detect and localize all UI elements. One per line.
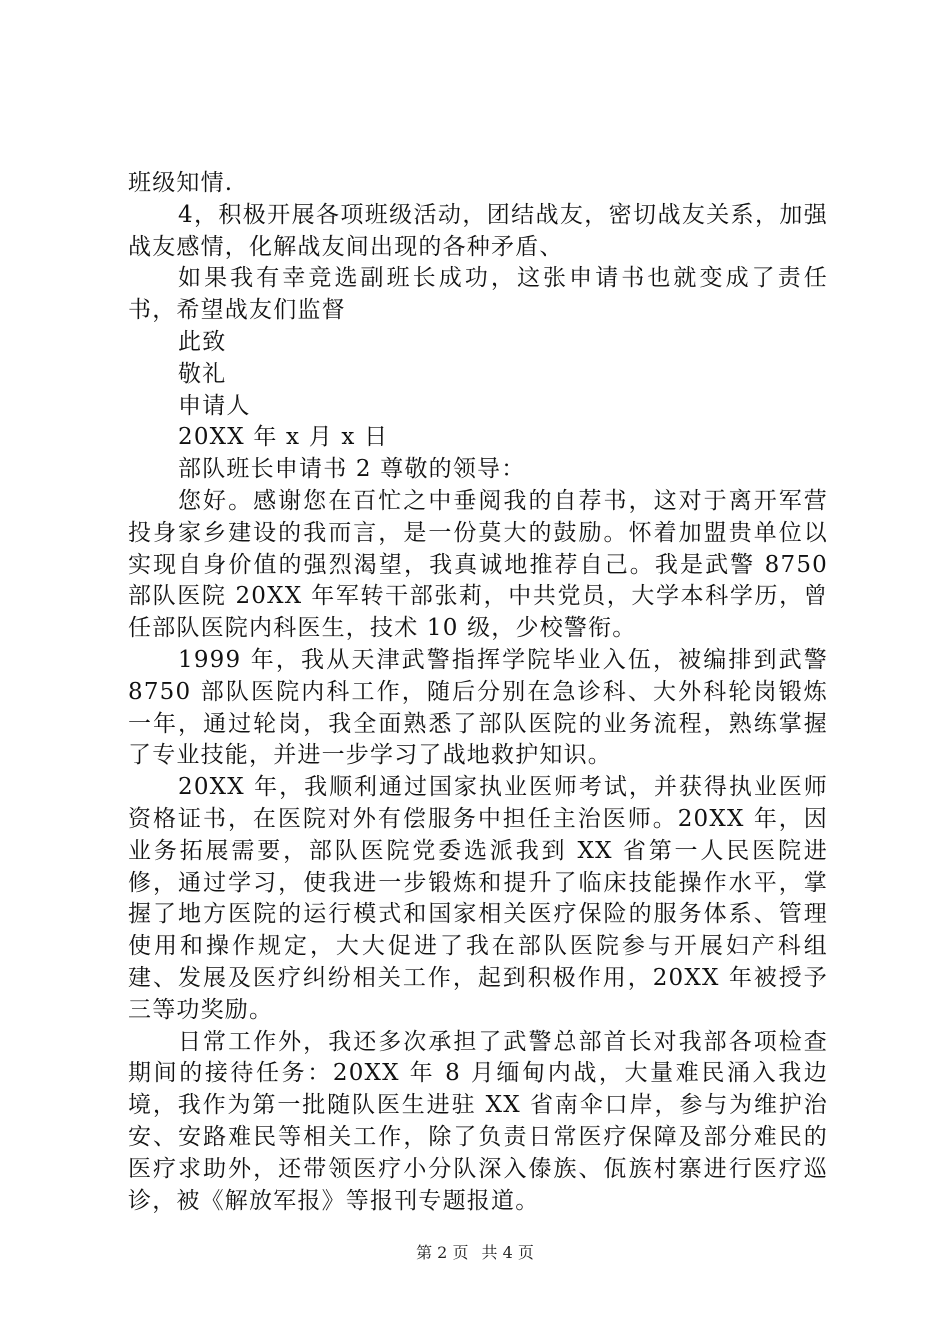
paragraph: 4，积极开展各项班级活动，团结战友，密切战友关系，加强战友感情，化解战友间出现的各种矛盾、 (128, 201, 828, 260)
signature-label: 申请人 (178, 392, 251, 419)
closing-salutation: 此致 (178, 328, 227, 355)
page-footer (0, 1240, 950, 1263)
date-line: 20XX 年 x 月 x 日 (178, 424, 389, 451)
document-body (128, 168, 828, 1217)
closing-salutation: 敬礼 (178, 360, 227, 387)
paragraph: 如果我有幸竞选副班长成功，这张申请书也就变成了责任书，希望战友们监督 (128, 265, 828, 324)
paragraph: 20XX 年，我顺利通过国家执业医师考试，并获得执业医师资格证书，在医院对外有偿服务中担任主治医师。20XX 年，因业务拓展需要，部队医院党委选派我到 XX 省第一人民医院进修，通过学习，使我进一步锻炼和提升了临床技能操作水平，掌握了地方医院的运行模式和国家相关医疗保险的服务体系、管理使用和操作规定，大大促进了我在部队医院参与开展妇产科组建、发展及医疗纠纷相关工作，起到积极作用，20XX 年被授予三等功奖励。 (128, 774, 828, 1023)
page-total: 共 4 页 (481, 1243, 534, 1262)
paragraph: 班级知情. (128, 170, 234, 196)
page-number: 第 2 页 (416, 1243, 469, 1262)
paragraph: 您好。感谢您在百忙之中垂阅我的自荐书，这对于离开军营投身家乡建设的我而言，是一份莫大的鼓励。怀着加盟贵单位以实现自身价值的强烈渴望，我真诚地推荐自己。我是武警 8750 部队医院 20XX 年军转干部张莉，中共党员，大学本科学历，曾任部队医院内科医生，技术 10 级，少校警衔。 (128, 487, 828, 642)
paragraph: 日常工作外，我还多次承担了武警总部首长对我部各项检查期间的接待任务：20XX 年 8 月缅甸内战，大量难民涌入我边境，我作为第一批随队医生进驻 XX 省南伞口岸，参与为维护治安、安路难民等相关工作，除了负责日常医疗保障及部分难民的医疗求助外，还带领医疗小分队深入傣族、佤族村寨进行医疗巡诊，被《解放军报》等报刊专题报道。 (128, 1028, 828, 1214)
section-heading: 部队班长申请书 2 尊敬的领导： (178, 456, 526, 483)
paragraph: 1999 年，我从天津武警指挥学院毕业入伍，被编排到武警 8750 部队医院内科工作，随后分别在急诊科、大外科轮岗锻炼一年，通过轮岗，我全面熟悉了部队医院的业务流程，熟练掌握了专业技能，并进一步学习了战地救护知识。 (128, 646, 828, 769)
